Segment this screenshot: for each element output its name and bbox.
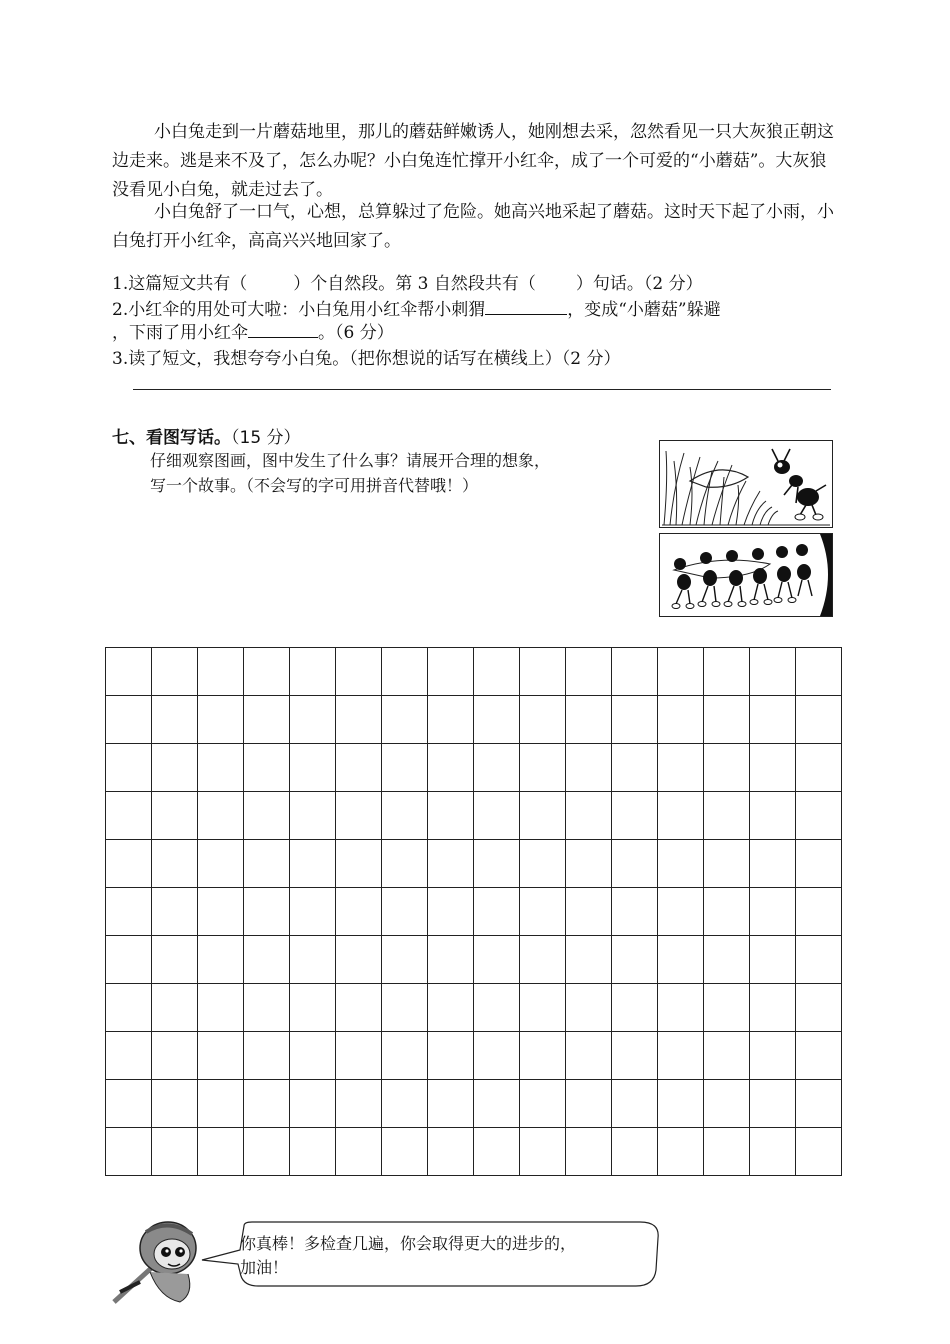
grid-cell[interactable] <box>106 744 152 792</box>
grid-cell[interactable] <box>336 1080 382 1128</box>
grid-cell[interactable] <box>428 792 474 840</box>
instruction-line-2: 写一个故事。（不会写的字可用拼音代替哦！） <box>150 476 479 495</box>
grid-cell[interactable] <box>290 984 336 1032</box>
grid-cell[interactable] <box>382 1128 428 1176</box>
grid-cell[interactable] <box>152 1080 198 1128</box>
grid-cell[interactable] <box>520 696 566 744</box>
grid-cell[interactable] <box>796 984 842 1032</box>
grid-row <box>106 744 842 792</box>
grid-cell[interactable] <box>244 1080 290 1128</box>
section-title <box>112 423 301 448</box>
grid-cell[interactable] <box>796 792 842 840</box>
grid-cell[interactable] <box>106 648 152 696</box>
grid-cell[interactable] <box>750 888 796 936</box>
grid-cell[interactable] <box>382 936 428 984</box>
grid-cell[interactable] <box>750 1032 796 1080</box>
grid-cell[interactable] <box>520 936 566 984</box>
grid-cell[interactable] <box>336 792 382 840</box>
grid-cell[interactable] <box>428 840 474 888</box>
grid-cell[interactable] <box>106 888 152 936</box>
grid-cell[interactable] <box>336 1032 382 1080</box>
grid-cell[interactable] <box>612 1032 658 1080</box>
grid-cell[interactable] <box>152 888 198 936</box>
instruction-line-1: 仔细观察图画，图中发生了什么事？请展开合理的想象， <box>150 451 551 470</box>
grid-cell[interactable] <box>704 744 750 792</box>
grid-cell[interactable] <box>474 888 520 936</box>
grid-cell[interactable] <box>152 936 198 984</box>
grid-cell[interactable] <box>198 840 244 888</box>
grid-cell[interactable] <box>520 744 566 792</box>
grid-cell[interactable] <box>106 840 152 888</box>
grid-cell[interactable] <box>290 744 336 792</box>
grid-cell[interactable] <box>704 792 750 840</box>
grid-cell[interactable] <box>750 936 796 984</box>
grid-cell[interactable] <box>796 648 842 696</box>
grid-cell[interactable] <box>244 792 290 840</box>
grid-cell[interactable] <box>658 744 704 792</box>
grid-cell[interactable] <box>290 696 336 744</box>
grid-cell[interactable] <box>244 840 290 888</box>
grid-cell[interactable] <box>658 1128 704 1176</box>
grid-cell[interactable] <box>290 840 336 888</box>
grid-cell[interactable] <box>612 984 658 1032</box>
grid-cell[interactable] <box>336 648 382 696</box>
question-2-blank-1[interactable] <box>485 298 567 315</box>
grid-cell[interactable] <box>244 744 290 792</box>
grid-cell[interactable] <box>520 1080 566 1128</box>
grid-row <box>106 936 842 984</box>
grid-cell[interactable] <box>290 1032 336 1080</box>
grid-cell[interactable] <box>244 1032 290 1080</box>
grid-cell[interactable] <box>336 744 382 792</box>
grid-cell[interactable] <box>106 936 152 984</box>
section-title-text: 七、看图写话。 <box>112 428 231 448</box>
grid-cell[interactable] <box>474 984 520 1032</box>
grid-cell[interactable] <box>750 744 796 792</box>
grid-cell[interactable] <box>198 744 244 792</box>
grid-cell[interactable] <box>796 936 842 984</box>
grid-cell[interactable] <box>244 1128 290 1176</box>
grid-cell[interactable] <box>428 1032 474 1080</box>
grid-row <box>106 984 842 1032</box>
grid-cell[interactable] <box>428 936 474 984</box>
grid-cell[interactable] <box>152 696 198 744</box>
grid-cell[interactable] <box>750 1080 796 1128</box>
grid-cell[interactable] <box>566 888 612 936</box>
grid-cell[interactable] <box>106 1080 152 1128</box>
grid-cell[interactable] <box>474 696 520 744</box>
grid-cell[interactable] <box>382 888 428 936</box>
grid-cell[interactable] <box>566 1080 612 1128</box>
grid-cell[interactable] <box>658 936 704 984</box>
grid-cell[interactable] <box>474 1080 520 1128</box>
grid-cell[interactable] <box>750 696 796 744</box>
answer-line[interactable] <box>133 389 831 390</box>
grid-cell[interactable] <box>520 1032 566 1080</box>
grid-cell[interactable] <box>336 1128 382 1176</box>
grid-cell[interactable] <box>198 792 244 840</box>
grid-row <box>106 792 842 840</box>
grid-cell[interactable] <box>750 792 796 840</box>
question-2-part-c: ，下雨了用小红伞 <box>112 323 248 343</box>
grid-row <box>106 1032 842 1080</box>
grid-cell[interactable] <box>658 648 704 696</box>
grid-cell[interactable] <box>566 1128 612 1176</box>
grid-cell[interactable] <box>566 696 612 744</box>
grid-cell[interactable] <box>290 648 336 696</box>
grid-cell[interactable] <box>336 936 382 984</box>
ant-and-grass-illustration <box>660 441 832 527</box>
section-points: （15 分） <box>231 428 301 448</box>
grid-cell[interactable] <box>152 1032 198 1080</box>
grid-cell[interactable] <box>474 1128 520 1176</box>
grid-row <box>106 840 842 888</box>
question-2-part-b: ，变成“小蘑菇”躲避 <box>567 300 721 320</box>
grid-cell[interactable] <box>612 744 658 792</box>
grid-cell[interactable] <box>704 696 750 744</box>
grid-row <box>106 696 842 744</box>
grid-cell[interactable] <box>152 648 198 696</box>
question-2-part-d: 。（6 分） <box>318 323 394 343</box>
grid-cell[interactable] <box>612 888 658 936</box>
story-paragraph-1: 小白兔走到一片蘑菇地里，那儿的蘑菇鲜嫩诱人，她刚想去采，忽然看见一只大灰狼正朝这边走来。逃是来不及了，怎么办呢？小白兔连忙撑开小红伞，成了一个可爱的“小蘑菇”。大灰狼没看见小白兔，就走过去了。 <box>112 122 834 200</box>
question-3: 3.读了短文，我想夸夸小白兔。（把你想说的话写在横线上）（2 分） <box>112 349 621 369</box>
grid-cell[interactable] <box>474 744 520 792</box>
grid-cell[interactable] <box>612 696 658 744</box>
grid-cell[interactable] <box>152 984 198 1032</box>
grid-cell[interactable] <box>198 696 244 744</box>
grid-cell[interactable] <box>382 744 428 792</box>
question-1-part-c: ）句话。（2 分） <box>575 274 703 294</box>
grid-cell[interactable] <box>474 1032 520 1080</box>
writing-grid[interactable] <box>105 647 842 1176</box>
grid-cell[interactable] <box>612 792 658 840</box>
grid-cell[interactable] <box>566 840 612 888</box>
grid-cell[interactable] <box>704 1128 750 1176</box>
grid-cell[interactable] <box>198 1032 244 1080</box>
grid-cell[interactable] <box>382 1032 428 1080</box>
grid-cell[interactable] <box>520 984 566 1032</box>
grid-cell[interactable] <box>428 984 474 1032</box>
grid-cell[interactable] <box>474 792 520 840</box>
grid-cell[interactable] <box>796 1080 842 1128</box>
grid-cell[interactable] <box>106 696 152 744</box>
grid-cell[interactable] <box>704 888 750 936</box>
grid-cell[interactable] <box>612 840 658 888</box>
grid-cell[interactable] <box>336 984 382 1032</box>
grid-cell[interactable] <box>290 936 336 984</box>
grid-cell[interactable] <box>796 1128 842 1176</box>
encouragement-line-1: 你真棒！多检查几遍，你会取得更大的进步的， <box>240 1234 577 1253</box>
grid-row <box>106 888 842 936</box>
grid-cell[interactable] <box>428 1128 474 1176</box>
grid-row <box>106 648 842 696</box>
grid-cell[interactable] <box>704 1080 750 1128</box>
grid-cell[interactable] <box>796 1032 842 1080</box>
encouragement-line-2: 加油！ <box>240 1258 289 1277</box>
grid-cell[interactable] <box>382 792 428 840</box>
grid-cell[interactable] <box>750 1128 796 1176</box>
grid-cell[interactable] <box>290 1080 336 1128</box>
grid-cell[interactable] <box>290 1128 336 1176</box>
story-paragraph-2: 小白兔舒了一口气，心想，总算躲过了危险。她高兴地采起了蘑菇。这时天下起了小雨，小白兔打开小红伞，高高兴兴地回家了。 <box>112 202 834 251</box>
grid-cell[interactable] <box>566 792 612 840</box>
picture-1 <box>659 440 833 528</box>
grid-cell[interactable] <box>474 840 520 888</box>
grid-cell[interactable] <box>336 696 382 744</box>
grid-cell[interactable] <box>106 792 152 840</box>
grid-cell[interactable] <box>566 984 612 1032</box>
grid-cell[interactable] <box>244 888 290 936</box>
grid-row <box>106 1128 842 1176</box>
grid-cell[interactable] <box>290 792 336 840</box>
grid-cell[interactable] <box>198 984 244 1032</box>
question-2-line-2 <box>112 320 852 346</box>
grid-cell[interactable] <box>474 936 520 984</box>
grid-cell[interactable] <box>382 840 428 888</box>
ants-team-illustration <box>660 534 832 616</box>
question-2-blank-2[interactable] <box>248 321 318 338</box>
question-1-part-b: ）个自然段。第 3 自然段共有（ <box>293 274 536 294</box>
grid-cell[interactable] <box>612 648 658 696</box>
grid-cell[interactable] <box>658 696 704 744</box>
grid-cell[interactable] <box>566 744 612 792</box>
grid-cell[interactable] <box>244 696 290 744</box>
grid-cell[interactable] <box>520 1128 566 1176</box>
grid-cell[interactable] <box>198 888 244 936</box>
grid-cell[interactable] <box>428 888 474 936</box>
grid-cell[interactable] <box>428 1080 474 1128</box>
grid-cell[interactable] <box>612 1080 658 1128</box>
grid-cell[interactable] <box>152 792 198 840</box>
grid-cell[interactable] <box>244 984 290 1032</box>
grid-cell[interactable] <box>152 1128 198 1176</box>
grid-cell[interactable] <box>750 984 796 1032</box>
grid-cell[interactable] <box>520 840 566 888</box>
grid-cell[interactable] <box>244 936 290 984</box>
grid-cell[interactable] <box>428 744 474 792</box>
grid-cell[interactable] <box>658 1080 704 1128</box>
grid-cell[interactable] <box>796 888 842 936</box>
grid-cell[interactable] <box>152 840 198 888</box>
grid-cell[interactable] <box>198 936 244 984</box>
grid-cell[interactable] <box>106 1032 152 1080</box>
grid-cell[interactable] <box>106 1128 152 1176</box>
grid-cell[interactable] <box>658 840 704 888</box>
grid-cell[interactable] <box>336 840 382 888</box>
grid-cell[interactable] <box>566 648 612 696</box>
grid-cell[interactable] <box>198 648 244 696</box>
grid-cell[interactable] <box>704 984 750 1032</box>
grid-cell[interactable] <box>198 1128 244 1176</box>
grid-cell[interactable] <box>382 696 428 744</box>
grid-cell[interactable] <box>658 888 704 936</box>
grid-cell[interactable] <box>796 840 842 888</box>
monkey-mascot-icon <box>110 1212 210 1310</box>
grid-cell[interactable] <box>520 648 566 696</box>
grid-cell[interactable] <box>658 984 704 1032</box>
grid-cell[interactable] <box>704 840 750 888</box>
grid-cell[interactable] <box>382 1080 428 1128</box>
grid-cell[interactable] <box>796 744 842 792</box>
grid-cell[interactable] <box>750 840 796 888</box>
grid-cell[interactable] <box>612 1128 658 1176</box>
grid-cell[interactable] <box>152 744 198 792</box>
picture-2 <box>659 533 833 617</box>
grid-cell[interactable] <box>474 648 520 696</box>
question-1-part-a: 1.这篇短文共有（ <box>112 274 248 294</box>
question-1 <box>112 271 852 297</box>
grid-row <box>106 1080 842 1128</box>
grid-cell[interactable] <box>750 648 796 696</box>
grid-cell[interactable] <box>428 696 474 744</box>
grid-cell[interactable] <box>290 888 336 936</box>
grid-cell[interactable] <box>198 1080 244 1128</box>
grid-cell[interactable] <box>382 648 428 696</box>
grid-cell[interactable] <box>336 888 382 936</box>
grid-cell[interactable] <box>566 1032 612 1080</box>
grid-cell[interactable] <box>382 984 428 1032</box>
grid-cell[interactable] <box>658 792 704 840</box>
grid-cell[interactable] <box>520 888 566 936</box>
grid-cell[interactable] <box>704 1032 750 1080</box>
grid-cell[interactable] <box>796 696 842 744</box>
grid-cell[interactable] <box>566 936 612 984</box>
grid-cell[interactable] <box>520 792 566 840</box>
grid-cell[interactable] <box>704 648 750 696</box>
grid-cell[interactable] <box>612 936 658 984</box>
question-2-part-a: 2.小红伞的用处可大啦：小白兔用小红伞帮小刺猬 <box>112 300 486 320</box>
grid-cell[interactable] <box>428 648 474 696</box>
grid-cell[interactable] <box>244 648 290 696</box>
grid-cell[interactable] <box>658 1032 704 1080</box>
grid-cell[interactable] <box>704 936 750 984</box>
speech-bubble <box>200 1220 665 1290</box>
grid-cell[interactable] <box>106 984 152 1032</box>
